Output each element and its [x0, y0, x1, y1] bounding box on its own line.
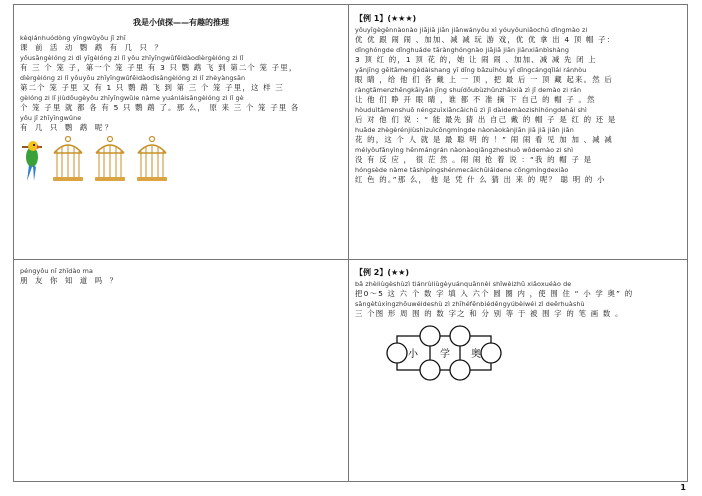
- blank-circle[interactable]: [420, 360, 440, 380]
- circle-diagram: [375, 324, 515, 388]
- blank-circle[interactable]: [481, 343, 501, 363]
- worksheet: [13, 4, 688, 482]
- vertical-divider: [348, 5, 349, 481]
- text-line: 让 他 们 睁 开 眼 睛 ，谁 都 不 准 摘 下 自己 的 帽 子 。然: [355, 95, 596, 104]
- text-line: 后 对 他 们 说 ：“ 能 最先 猜 出 自己 戴 的 帽 子 是 红 的 还 是: [355, 115, 617, 124]
- pinyin-line: ràngtāmenzhēngkāiyǎn jīng shuídōubùzhǔnzhāixià zì jǐ demào zi rán: [355, 86, 582, 94]
- page-number: 1: [680, 483, 686, 492]
- text-line: 花 的，这 个 人 就 是 最 聪 明 的 ！” 闹 闹 看 见 加 加 、减 减: [355, 135, 613, 144]
- pinyin-line: dìèrgèlóng zi lǐ yǒuyǒu zhīyīngwǔfēidàodìsāngèlóng zi lǐ zhèyàngsān: [20, 74, 246, 82]
- text-line: 优 优 跟 闹 闹 、加加、减 减 玩 游 戏，优 优 拿 出 4 顶 帽 子：: [355, 35, 616, 44]
- pinyin-line: huāde zhègèrénjiùshìzuìcōngmíngde nàonàokànjiān jiā jiā jiǎn jiǎn: [355, 126, 574, 134]
- parrot-cage-illustration: [20, 135, 342, 183]
- text-line: 朋 友 你 知 道 吗 ？: [20, 276, 120, 285]
- pinyin-line: yǒuyīgègēnnàonào jiājiā jiān jiānwányǒu xì yóuyǒuniǎochū dǐngmào zi: [355, 26, 588, 34]
- pinyin-line: yǒusāngèlóng zi dì yīgèlóng zi lǐ yǒu zhīyīngwǔfēidàodìèrgèlóng zi lǐ: [20, 54, 244, 62]
- pinyin-line: gèlóng zi lǐ jiùdōugèyǒu zhīyīngwǔle nàme yuánláisāngèlóng zi lǐ gè: [20, 94, 244, 102]
- pinyin-line: sāngètúxíngzhōuwéideshù zì zhīhéfēnbiéděngyúbèiwéi zì deěrhuàshù: [355, 300, 585, 308]
- diagram-label-xue: 学: [440, 349, 450, 360]
- pinyin-line: kèqiánhuódòng yīngwǔyǒu jǐ zhī: [20, 34, 126, 42]
- text-line: 三 个图 形 周 围 的 数 字之 和 分 别 等 于 被 围 字 的 笔 画 数 。: [355, 309, 624, 318]
- pinyin-line: bǎ zhèliùgèshùzì tiánrùliùgèyuánquānnèi shǐwèizhǔ xiǎoxuéào de: [355, 280, 572, 288]
- continued-question-panel: [20, 267, 342, 287]
- page-title: 我是小侦探——有趣的推理: [133, 18, 229, 27]
- pinyin-line: yǎnjīng gěitāmengèdàishang yī dǐng bǎzuìhòu yī dǐngcángqǐlái ránhòu: [355, 66, 587, 74]
- text-line: 个 笼 子里 就 都 各 有 5 只 鹦 鹉 了。那 么， 原 来 三 个 笼 子里 各: [20, 103, 300, 112]
- diagram-label-xiao: 小: [408, 349, 418, 360]
- text-line: 红 色 的。”那 么， 他 是 凭 什 么 猜 出 来 的 呢？ 聪 明 的 小: [355, 175, 606, 184]
- text-line: 3 顶 红 的，1 顶 花 的，她 让 闹 闹 、加加、减 减 先 闭 上: [355, 55, 597, 64]
- parrot-icon: [20, 137, 44, 183]
- pinyin-line: hòuduìtāmenshuō néngzuìxiāncāichū zì jǐ dàidemàozishìhóngdehái shì: [355, 106, 587, 114]
- blank-circle[interactable]: [387, 343, 407, 363]
- warmup-text: [20, 34, 342, 133]
- example-2-panel: [355, 267, 685, 392]
- text-line: 有 三 个 笼 子，第一个 笼 子里 有 3 只 鹦 鹉 飞 到 第二个 笼 子里，: [20, 63, 298, 72]
- horizontal-divider: [14, 259, 687, 260]
- pinyin-line: péngyǒu nǐ zhīdào ma: [20, 267, 93, 275]
- example-1-heading: 【例 1】(★★★): [355, 14, 417, 23]
- text-line: 第二个 笼 子里 又 有 1 只 鹦 鹉 飞 到 第 三 个 笼 子里，这 样 三: [20, 83, 284, 92]
- warmup-panel: [20, 13, 342, 183]
- birdcage-icon: [50, 135, 86, 183]
- birdcage-icon: [92, 135, 128, 183]
- blank-circle[interactable]: [420, 326, 440, 346]
- pinyin-line: méiyǒufǎnyìng hěnmángrán nàonàoqiǎngzheshuō wǒdemào zi shì: [355, 146, 574, 154]
- example-2-heading: 【例 2】(★★): [355, 268, 410, 277]
- pinyin-line: yǒu jǐ zhīyīngwǔne: [20, 114, 82, 122]
- pinyin-line: hóngsède nàme tāshìpíngshénmecāichūláidene cōngmíngdexiǎo: [355, 166, 569, 174]
- text-line: 眼 睛 ，给 他 们 各 戴 上 一 顶 ，把 最 后 一 顶 藏 起来。然 后: [355, 75, 613, 84]
- blank-circle[interactable]: [450, 326, 470, 346]
- diagram-label-ao: 奥: [471, 349, 481, 360]
- birdcage-icon: [134, 135, 170, 183]
- text-line: 没 有 反 应 ， 很 茫 然 。闹 闹 抢 着 说 ：“我 的 帽 子 是: [355, 155, 593, 164]
- blank-circle[interactable]: [450, 360, 470, 380]
- text-line: 有 几 只 鹦 鹉 呢？: [20, 123, 115, 132]
- example-1-panel: [355, 13, 685, 186]
- pinyin-line: dǐnghóngde dǐnghuáde tārànghóngnào jiājiā jiān jiānxiānbìshàng: [355, 46, 570, 54]
- text-line: 课 前 活 动 鹦 鹉 有 几 只 ？: [20, 43, 165, 52]
- text-line: 把0～5 这 六 个 数 字 填 入 六个 圆 圈 内 ，使 围 住 “ 小 学 奥” 的: [355, 289, 634, 298]
